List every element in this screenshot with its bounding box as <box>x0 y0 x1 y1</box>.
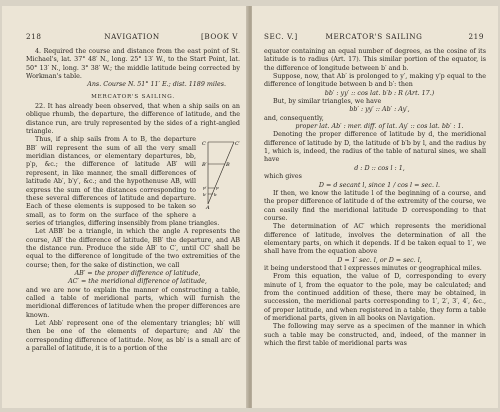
equation-1: bb′ : yy′ :: cos lat. b′b : R (Art. 17.) <box>324 89 435 97</box>
paragraph-denoting: Denoting the proper difference of latitude by d, the meridional difference of latitude by D, the latitude of b′b by l, and the radius by 1, which is, indeed, the radius of the table of natural sines, we shall have <box>264 131 486 164</box>
paragraph-equator: equator containing an equal number of degrees, as the cosine of its latitude is to radius (Art. 17). This similar portion of the equator, is the difference of longitude between b′ and b. <box>264 48 486 72</box>
right-page-number: 219 <box>468 32 484 41</box>
mercator-triangle-figure <box>200 138 240 210</box>
equation-6: D = 1′ sec. l, or D = sec. l, <box>337 256 422 264</box>
label-a: A <box>206 205 210 211</box>
paragraph-22-table: and we are now to explain the manner of constructing a table, called a table of meridional parts, which will furnish the meridional differences of latitude when the proper differences are known. <box>26 286 240 319</box>
definition-meridional-diff: AC′ = the meridional difference of latitude, <box>68 278 207 286</box>
section-heading: MERCATOR'S SAILING. <box>91 93 175 100</box>
paragraph-determination: The determination of AC′ which represents the meridional difference of latitude, involves the determination of all the elementary parts, on which it depends. If d be taken equal to 1′, we shall have from the equation above <box>264 223 486 256</box>
paragraph-which-gives: which gives <box>264 173 302 181</box>
paragraph-problem-4: 4. Required the course and distance from the east point of St. Michael's, lat. 37° 48′ N., long. 25° 13′ W., to the Start Point, lat. 50° 13′ N., long. 3° 38′ W.; the middle latitude being corrected by Workman's table. <box>26 48 240 81</box>
label-small-b: b <box>214 192 217 198</box>
paragraph-following: The following may serve as a specimen of the manner in which such a table may be constructed, and, indeed, of the manner in which the first table of meridional parts was <box>264 323 486 348</box>
left-page <box>2 6 248 408</box>
right-page-body <box>264 48 486 348</box>
equation-4: d : D :: cos l : 1, <box>354 164 405 172</box>
left-page-body <box>26 48 240 353</box>
paragraph-suppose: Suppose, now, that Ab′ is prolonged to y′, making y′p equal to the difference of longitude between b and b′: then <box>264 73 486 89</box>
equation-3: proper lat. Ab′ : mer. diff. of lat. Ay′ :: cos lat. bb′ : 1. <box>295 123 464 131</box>
left-page-number: 218 <box>26 32 42 41</box>
paragraph-22-thus: Thus, if a ship sails from A to B, the departure BB′ will represent the sum of all the very small meridian distances, or elementary departures, bb, p′p, &c.; the difference of latitude AB′ will represent, in like manner, the small differences of latitude Ab′, b′y′, &c.; and the hypothenuse AB, will express the sum of the distances corresponding to these several differences of latitude and departure. Each of these elements is supposed to be taken so small, as to form on the surface of the sphere a series of triangles, differing insensibly from plane triangles. <box>26 136 220 227</box>
label-c-prime: C′ <box>235 141 240 148</box>
paragraph-22-elementary: Let Abb′ represent one of the elementary triangles; bb′ will then be one of the elements of departure; and Ab′ the corresponding difference of latitude. Now, as bb′ is a small arc of a parallel of latitude, it is to a portion of the <box>26 320 240 353</box>
left-running-title: NAVIGATION <box>104 32 160 41</box>
definition-proper-diff: AB′ = the proper difference of latitude, <box>74 269 201 277</box>
paragraph-but: But, by similar triangles, we have <box>273 98 382 106</box>
paragraph-from-equation: From this equation, the value of D, corresponding to every minute of l, from the equator to the pole, may be calculated; and from the continued addition of these, there may be obtained, in succession, the meridional parts corresponding to 1′, 2′, 3′, 4′, &c., of proper latitude, and when registered in a table, they form a table of meridional parts, given in all books on Navigation. <box>264 273 486 322</box>
equation-2: bb′ : yy′ :: Ab′ : Ay′, <box>349 106 410 114</box>
hypotenuse-line <box>208 142 234 204</box>
paragraph-consequently: and, consequently, <box>264 114 324 122</box>
left-book-label: [BOOK V <box>200 32 238 41</box>
paragraph-22-intro: 22. It has already been observed, that when a ship sails on an oblique rhumb, the departure, the difference of latitude, and the distance run, are truly represented by the sides of a right-angled triangle. <box>26 103 240 136</box>
answer-problem-4: Ans. Course N. 51° 11′ E.; dist. 1189 miles. <box>87 81 226 89</box>
equation-5: D = d secant l, since 1 / cos l = sec. l. <box>318 181 441 189</box>
label-c: C <box>202 141 206 148</box>
right-section-label: SEC. V.] <box>264 32 298 41</box>
right-running-title: MERCATOR'S SAILING <box>325 32 423 41</box>
paragraph-22-let: Let ABB′ be a triangle, in which the angle A represents the course, AB′ the difference of latitude, BB′ the departure, and AB the distance run. Produce the side AB′ to C′, until CC′ shall be equal to the difference of longitude of the two extremities of the course; then, for the sake of distinction, we call <box>26 228 240 269</box>
label-small-b-prime: b′ <box>203 192 207 198</box>
label-p: p <box>216 185 219 191</box>
label-p-prime: p′ <box>203 185 207 191</box>
paragraph-if-then: If then, we know the latitude l of the beginning of a course, and the proper difference of latitude d of the extremity of the course, we can easily find the meridional latitude D corresponding to that course. <box>264 189 486 222</box>
paragraph-minutes: it being understood that l expresses minutes or geographical miles. <box>264 264 482 272</box>
label-b-prime: B′ <box>202 162 207 169</box>
label-b: B <box>226 162 230 169</box>
right-page <box>252 6 498 408</box>
triangle-diagram <box>200 138 240 210</box>
